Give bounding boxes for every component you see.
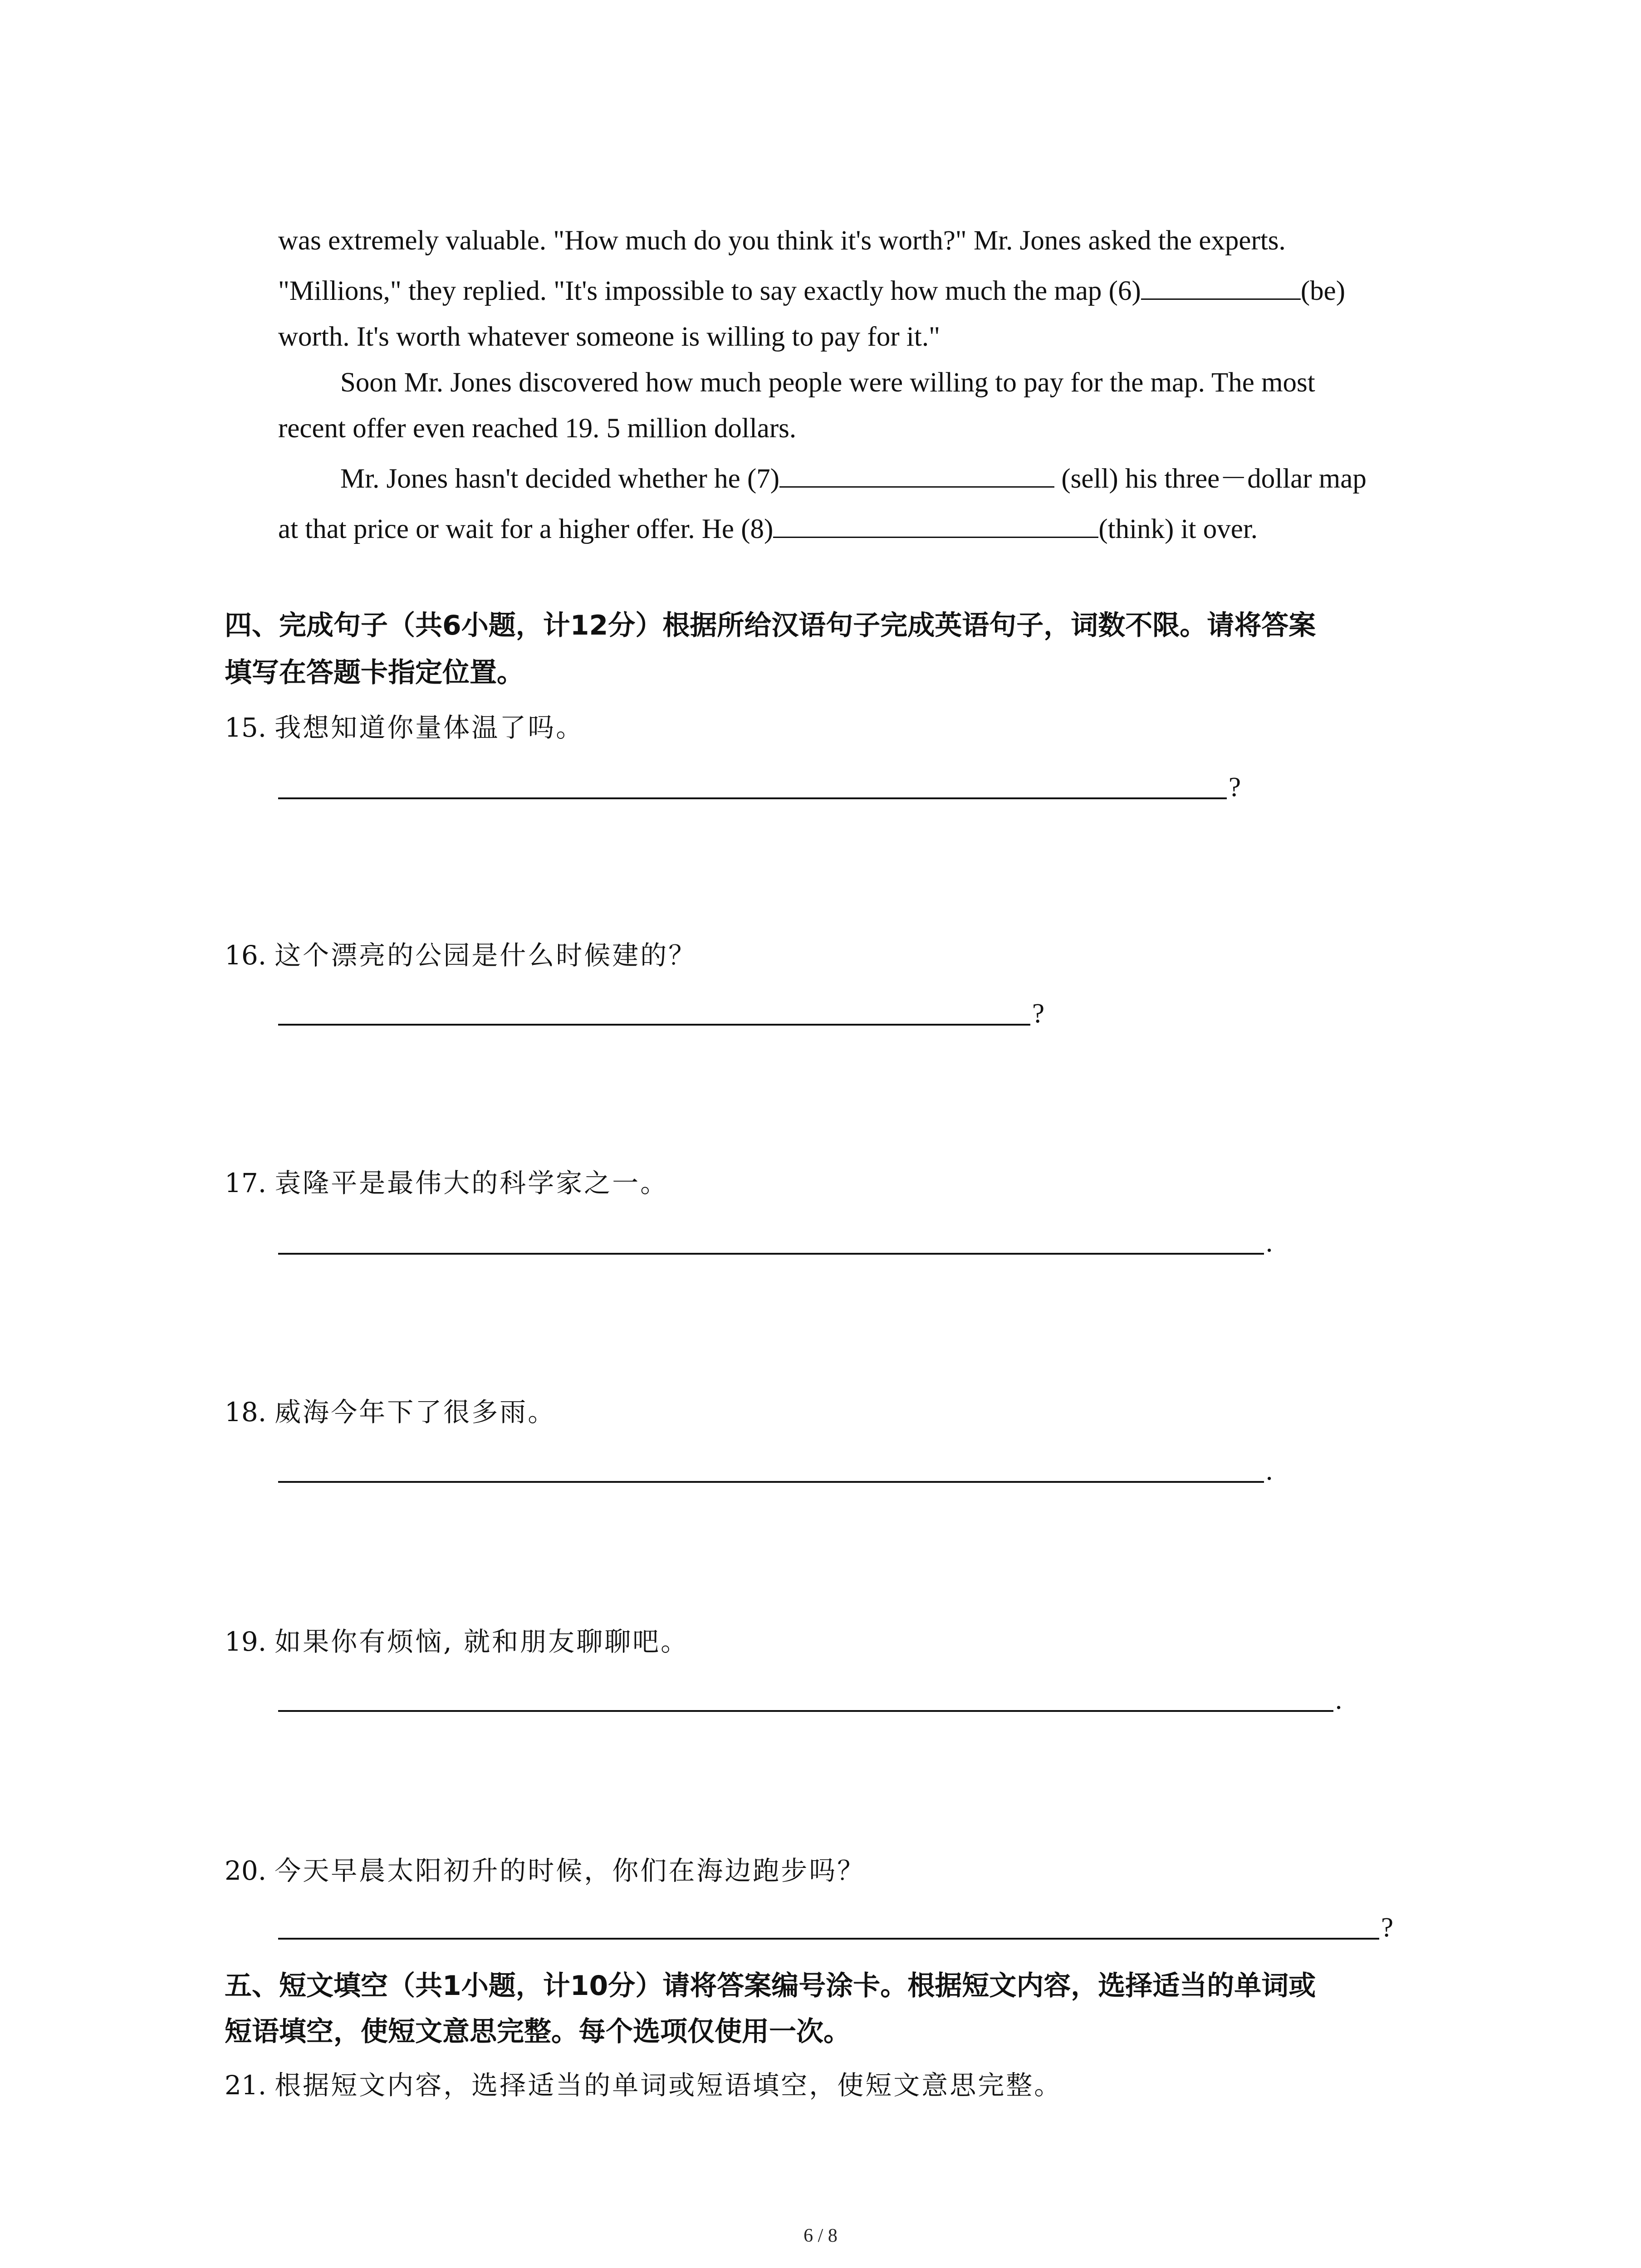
question-number: 16. [225, 940, 267, 971]
question-text: 这个漂亮的公园是什么时候建的？ [274, 940, 697, 971]
question-number: 15. [225, 712, 267, 743]
section-4-title-line-2: 填写在答题卡指定位置。 [225, 657, 524, 689]
section-5-title-line-2: 短语填空，使短文意思完整。每个选项仅使用一次。 [225, 2016, 851, 2048]
passage-line-7-hint: (think) it over. [1098, 514, 1258, 544]
passage-line-1: was extremely valuable. "How much do you think it's worth?" Mr. Jones asked the experts. [278, 225, 1286, 256]
question-text: 我想知道你量体温了吗。 [274, 712, 584, 743]
question-16 [225, 938, 696, 972]
question-18 [225, 1395, 556, 1429]
answer-rule [278, 1938, 1379, 1940]
answer-rule [278, 1710, 1333, 1712]
passage-line-7-text: at that price or wait for a higher offer. He (8) [278, 514, 774, 544]
question-number: 19. [225, 1626, 267, 1657]
answer-line-20 [278, 1912, 1394, 1943]
answer-rule [278, 1024, 1030, 1026]
blank-6 [1141, 298, 1301, 300]
blank-8 [773, 537, 1098, 538]
question-20 [225, 1854, 865, 1887]
question-text: 今天早晨太阳初升的时候，你们在海边跑步吗？ [274, 1855, 866, 1886]
passage-line-4: Soon Mr. Jones discovered how much people were willing to pay for the map. The most [340, 367, 1315, 398]
passage-line-2-text: "Millions," they replied. "It's impossible to say exactly how much the map (6) [278, 276, 1141, 306]
question-number: 21. [225, 2070, 267, 2101]
answer-end-mark: ? [1381, 1912, 1394, 1943]
answer-end-mark: ? [1032, 998, 1045, 1029]
question-text: 根据短文内容，选择适当的单词或短语填空，使短文意思完整。 [274, 2070, 1063, 2101]
answer-end-mark: . [1266, 1456, 1273, 1486]
answer-rule [278, 1253, 1264, 1255]
answer-line-18 [278, 1455, 1273, 1486]
question-15 [225, 711, 584, 744]
question-number: 20. [225, 1855, 267, 1886]
answer-rule [278, 797, 1227, 799]
answer-line-15 [278, 772, 1241, 802]
passage-line-7 [278, 513, 1258, 546]
passage-line-6-text: Mr. Jones hasn't decided whether he (7) [340, 464, 780, 494]
answer-end-mark: ? [1229, 772, 1241, 802]
question-21 [225, 2068, 1062, 2102]
question-17 [225, 1166, 668, 1200]
passage-line-6 [340, 462, 1367, 496]
question-number: 17. [225, 1168, 267, 1198]
answer-line-19 [278, 1684, 1342, 1715]
question-text: 如果你有烦恼, 就和朋友聊聊吧。 [274, 1626, 689, 1657]
answer-end-mark: . [1335, 1685, 1342, 1715]
question-number: 18. [225, 1397, 267, 1427]
passage-line-2 [278, 274, 1345, 308]
blank-7 [779, 486, 1054, 488]
section-5-title-line-1: 五、短文填空（共1小题，计10分）请将答案编号涂卡。根据短文内容，选择适当的单词或 [225, 1970, 1316, 2002]
answer-line-16 [278, 998, 1045, 1029]
answer-rule [278, 1481, 1264, 1483]
section-4-title-line-1: 四、完成句子（共6小题，计12分）根据所给汉语句子完成英语句子，词数不限。请将答案 [225, 610, 1316, 641]
passage-line-6-hint: (sell) his three－dollar map [1054, 464, 1367, 494]
passage-line-3: worth. It's worth whatever someone is willing to pay for it." [278, 322, 940, 352]
question-text: 袁隆平是最伟大的科学家之一。 [274, 1168, 669, 1198]
question-text: 威海今年下了很多雨。 [274, 1397, 556, 1427]
question-19 [225, 1625, 689, 1658]
answer-end-mark: . [1266, 1227, 1273, 1258]
passage-line-5: recent offer even reached 19. 5 million dollars. [278, 413, 797, 444]
page-number: 6 / 8 [803, 2225, 838, 2246]
passage-line-2-hint: (be) [1300, 276, 1346, 306]
answer-line-17 [278, 1227, 1273, 1258]
